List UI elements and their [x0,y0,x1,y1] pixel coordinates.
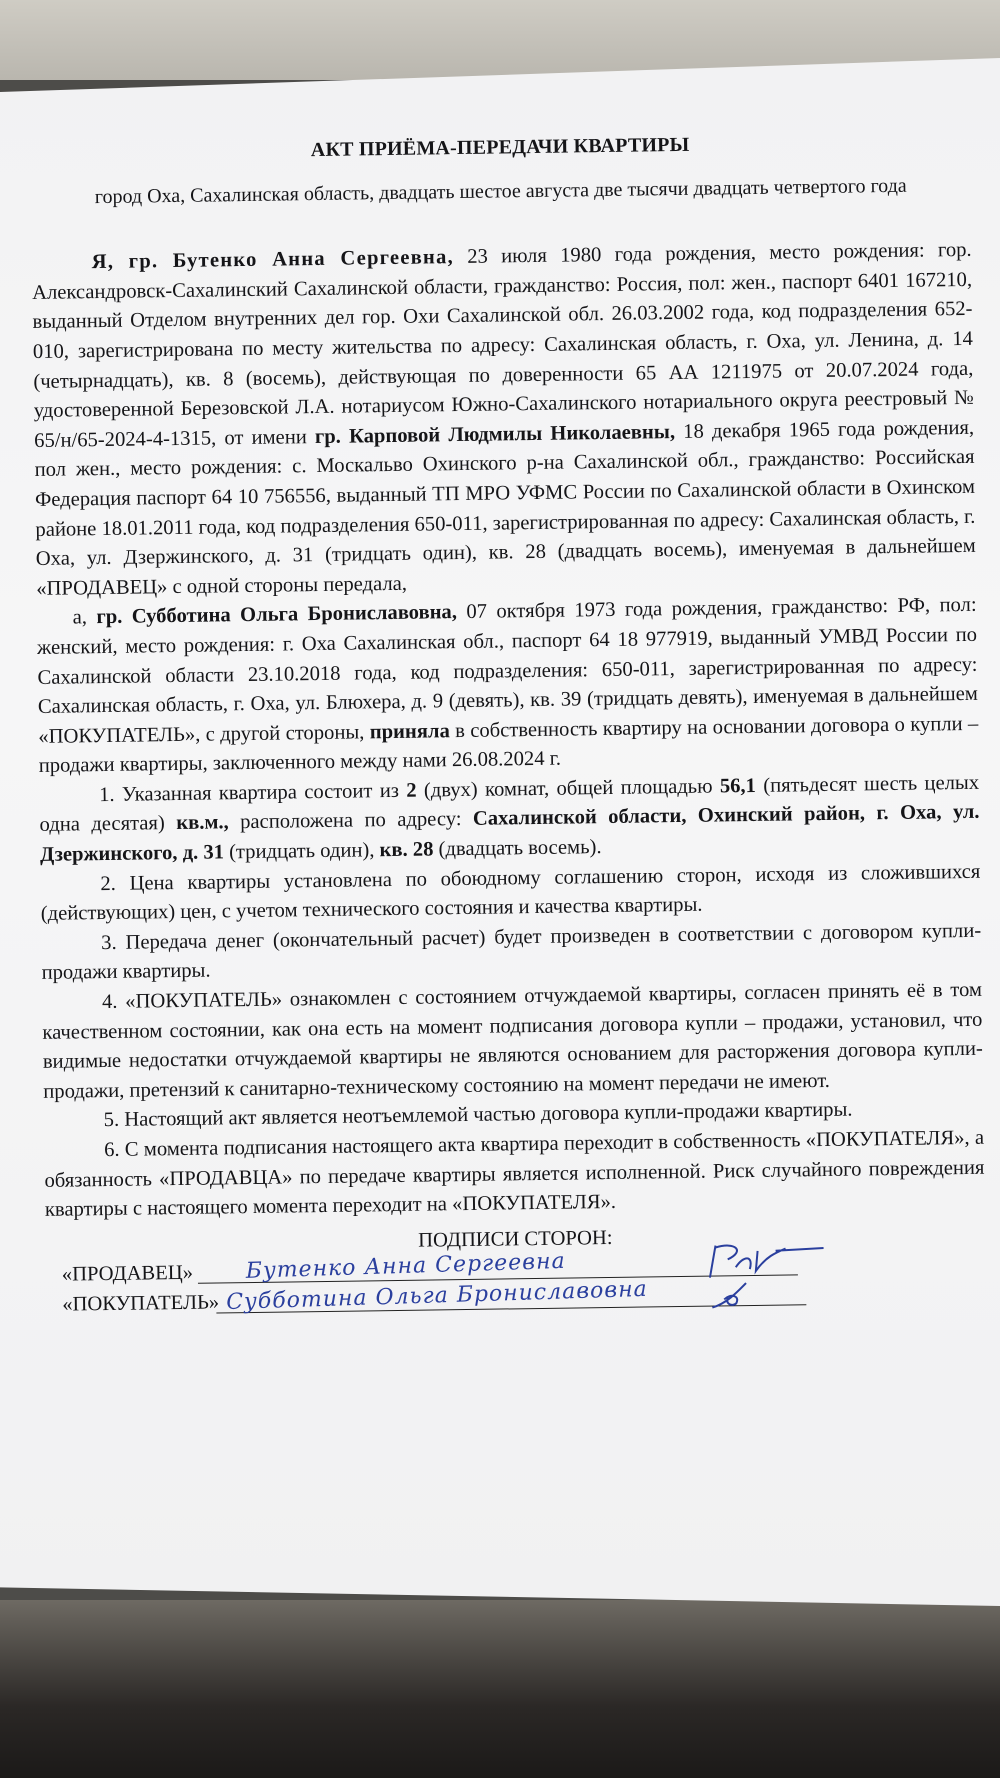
seller-signature-label: «ПРОДАВЕЦ» [61,1262,194,1287]
clause-1-area: 56,1 [719,774,757,798]
signatures-heading: ПОДПИСИ СТОРОН: [418,1226,613,1252]
clause-1-text-b: (двух) комнат, общей площадью [416,775,721,802]
clause-1-text-c: (пятьдесят шесть целых одна десятая) [39,771,980,837]
buyer-accepted: приняла [369,719,450,744]
buyer-signature-label: «ПОКУПАТЕЛЬ» [62,1291,220,1317]
clause-1-text-d: расположена по адресу: [228,808,474,834]
clause-1-flat: кв. 28 [379,838,434,862]
buyer-paragraph [36,591,978,782]
seller-handwritten-name: Бутенко Анна Сергеевна [245,1249,567,1285]
document [30,127,986,1321]
clause-1-text-a: 1. Указанная квартира состоит из [98,779,407,806]
principal-name: гр. Карповой Людмилы Николаевны, [314,420,676,448]
seller-text-2: 18 декабря 1965 года рождения, пол жен., место рождения: с. Москальво Охинского р-на Сахалинской обл., гражданство: Российская Федерация паспорт 64 10 756556, выданный ТП МРО УФМС России по Сахалинской области в Охинском районе 18.01.2011 года, код подразделения 650-011, зарегистрированная по адресу: Сахалинская область, г. Оха, ул. Дзержинского, д. 31 (тридцать один), кв. 28 (двадцать восемь), именуемая в дальнейшем «ПРОДАВЕЦ» с одной стороны передала, [34,416,976,600]
clause-6: 6. С момента подписания настоящего акта квартира переходит в собственность «ПОКУПАТЕЛЯ», а обязанность «ПРОДАВЦА» по передаче квартиры является исполненной. Риск случайного повреждения квартиры с настоящего момента переходит на «ПОКУПАТЕЛЯ». [44,1126,985,1222]
document-title: АКТ ПРИЁМА-ПЕРЕДАЧИ КВАРТИРЫ [310,133,690,162]
buyer-text-2: в собственность квартиру на основании договора о купли – продажи квартиры, заключенного между нами 26.08.2024 г. [38,712,979,778]
city-date-line: город Оха, Сахалинская область, двадцать шестое августа две тысячи двадцать четвертого года [94,174,907,208]
seller-text-1: 23 июля 1980 года рождения, место рождения: гор. Александровск-Сахалинский Сахалинской области, гражданство: Россия, пол: жен., паспорт 6401 167210, выданный Отделом внутренних дел гор. Охи Сахалинской обл. 26.03.2002 года, код подразделения 652-010, зарегистрирована по месту жительства по адресу: Сахалинская область, г. Оха, ул. Ленина, д. 14 (четырнадцать), кв. 8 (восемь), действующая по доверенности 65 АА 1211975 от 20.07.2024 года, удостоверенной Березовской Л.А. нотариусом Южно-Сахалинского нотариального округа реестровый № 65/н/65-2024-4-1315, от имени [31,239,974,452]
clause-1-unit: кв.м., [176,811,229,835]
clause-5: 5. Настоящий акт является неотъемлемой частью договора купли-продажи квартиры. [103,1099,853,1132]
clause-1 [39,769,980,871]
background-bottom [0,1600,1000,1778]
clause-1-text-f: (двадцать восемь). [433,836,602,861]
seller-name: Я, гр. Бутенко Анна Сергеевна, [91,246,455,274]
buyer-prefix: а, [72,606,97,629]
clause-2: 2. Цена квартиры установлена по обоюдному соглашению сторон, исходя из сложившихся (действующих) цен, с учетом технического состояния и качества квартиры. [40,860,981,926]
buyer-signature-scribble [706,1273,787,1314]
seller-paragraph [32,236,977,604]
buyer-handwritten-name: Субботина Ольга Брониславовна [225,1277,649,1316]
clause-4: 4. «ПОКУПАТЕЛЬ» ознакомлен с состоянием отчуждаемой квартиры, согласен принять её в том качественном состоянии, как она есть на момент подписания договора купли – продажи, установил, что видимые недостатки отчуждаемой квартиры не являются основанием для расторжения договора купли-продажи, претензий к санитарно-техническому состоянию на момент передачи не имеют. [42,978,983,1103]
clause-1-address: Сахалинской области, Охинский район, г. Оха, ул. Дзержинского, д. 31 [39,801,980,866]
clause-3: 3. Передача денег (окончательный расчет) будет произведен в соответствии с договором купли-продажи квартиры. [41,919,982,985]
buyer-text-1: 07 октября 1973 года рождения, гражданство: РФ, пол: женский, место рождения: г. Оха Сахалинская обл., паспорт 64 18 977919, выданный УМВД России по Сахалинской области 23.10.2018 года, код подразделения: 650-011, зарегистрированная по адресу: Сахалинская область, г. Оха, ул. Блюхера, д. 9 (девять), кв. 39 (тридцать девять), именуемая в дальнейшем «ПОКУПАТЕЛЬ», с другой стороны, [36,594,978,748]
clause-1-rooms: 2 [406,779,417,802]
clause-1-text-e: (тридцать один), [223,839,380,864]
buyer-name: гр. Субботина Ольга Брониславовна, [96,601,458,629]
